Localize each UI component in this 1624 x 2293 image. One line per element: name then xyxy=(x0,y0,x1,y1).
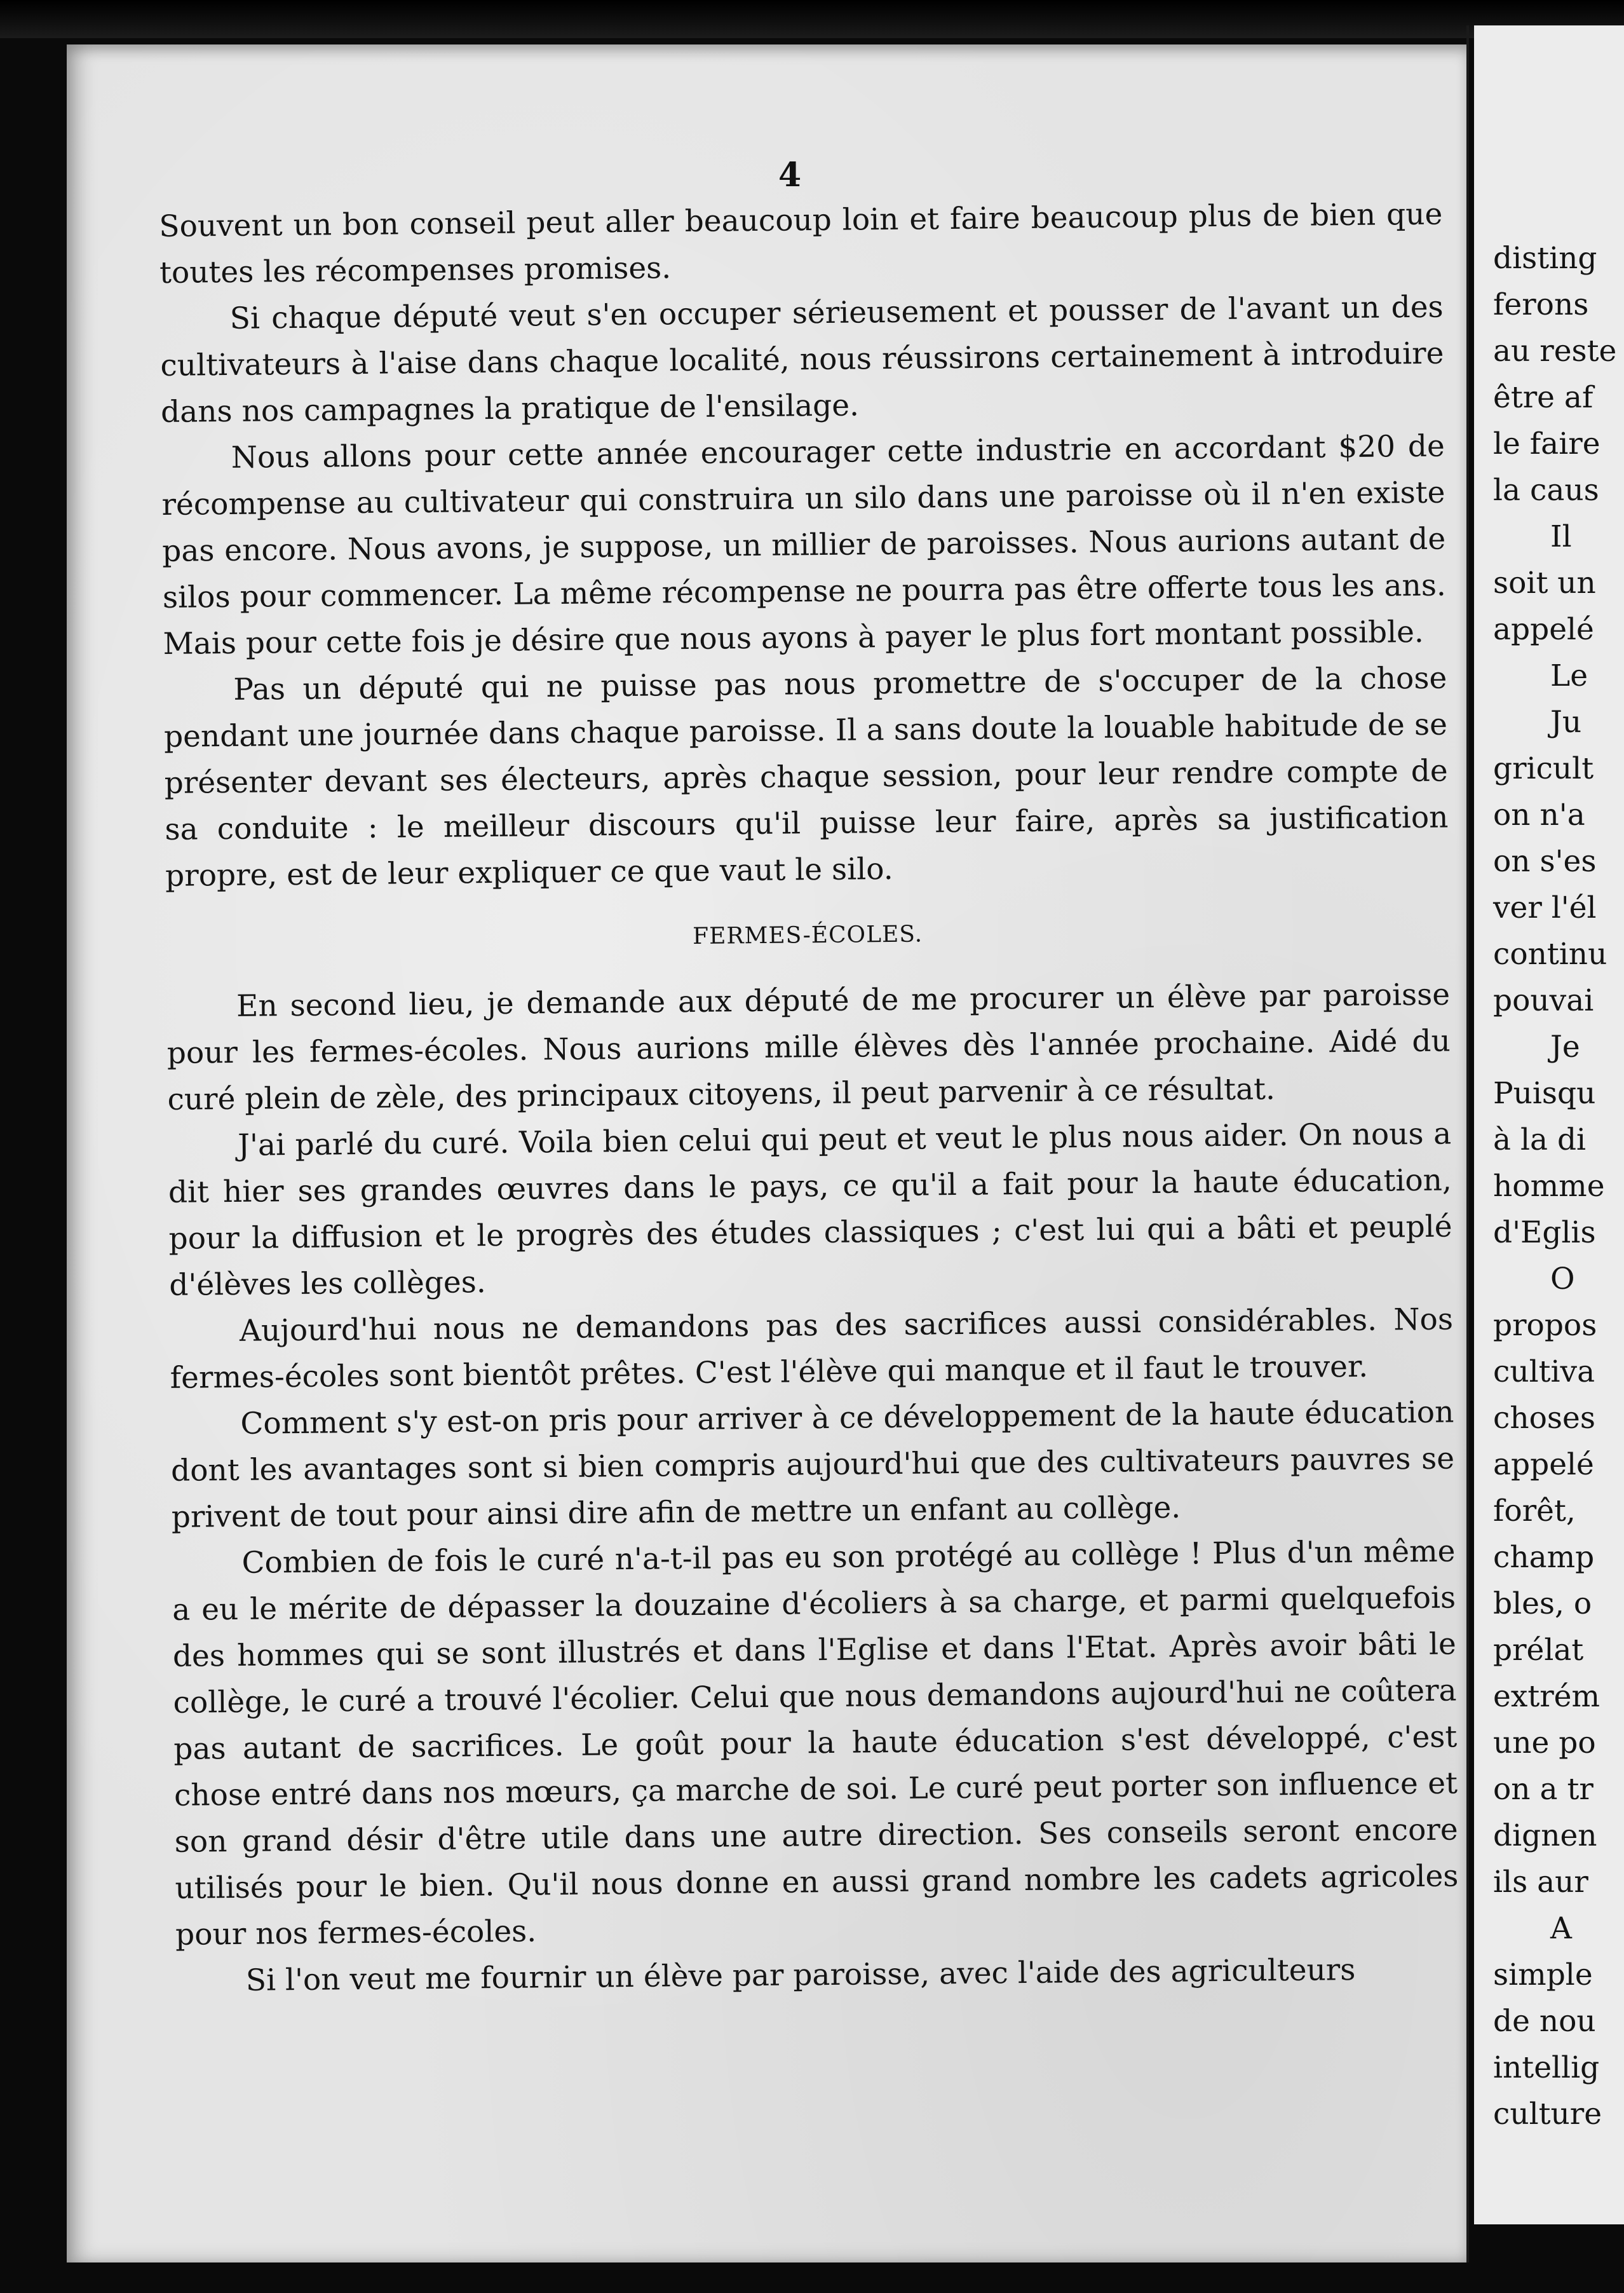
scan-border-top xyxy=(0,0,1624,38)
text-line: on a tr xyxy=(1493,1772,1594,1807)
paragraph: J'ai parlé du curé. Voila bien celui qui peut et veut le plus nous aider. On nous a dit hier ses grandes œuvres dans le pays, ce qu'il a fait pour la haute éducation, pour la diffusion et le progrès des études classiques ; c'est lui qui a bâti et peuplé d'élèves les collèges. xyxy=(168,1116,1452,1303)
text-line: cultiva xyxy=(1493,1354,1595,1389)
text-line: bles, o xyxy=(1493,1586,1592,1621)
text-line: ils aur xyxy=(1493,1865,1588,1900)
text-line: A xyxy=(1550,1911,1572,1946)
paragraph: Combien de fois le curé n'a-t-il pas eu son protégé au collège ! Plus d'un même a eu le mérite de dépasser la douzaine d'écoliers à sa charge, et parmi quelquefois des hommes qui se sont illustrés et dans l'Eglise et dans l'Etat. Après avoir bâti le collège, le curé a trouvé l'écolier. Celui que nous demandons aujourd'hui ne coûtera pas autant de sacrifices. Le goût pour la haute éducation s'est développé, c'est chose entré dans nos mœurs, ça marche de soi. Le curé peut porter son influence et son grand désir d'être utile dans une autre direction. Ses conseils seront encore utilisés pour le bien. Qu'il nous donne en aussi grand nombre les cadets agricoles pour nos fermes-écoles. xyxy=(172,1534,1459,1952)
text-line: ver l'él xyxy=(1493,890,1597,925)
text-line: le faire xyxy=(1493,426,1600,461)
next-page-text xyxy=(1493,235,1624,2137)
text-line: la caus xyxy=(1493,473,1599,508)
text-line: prélat xyxy=(1493,1633,1584,1668)
text-line: pouvai xyxy=(1493,983,1594,1018)
text-line: gricult xyxy=(1493,751,1594,786)
paragraph: Si chaque député veut s'en occuper sérieusement et pousser de l'avant un des cultivateurs à l'aise dans chaque localité, nous réussirons certainement à introduire dans nos campagnes la pratique de l'ensilage. xyxy=(160,289,1444,430)
paragraph: Pas un député qui ne puisse pas nous promettre de s'occuper de la chose pendant une journée dans chaque paroisse. Il a sans doute la louable habitude de se présenter devant ses électeurs, après chaque session, pour leur rendre compte de sa conduite : le meilleur discours qu'il puisse leur faire, après sa justification propre, est de leur expliquer ce que vaut le silo. xyxy=(163,660,1449,894)
text-line: appelé xyxy=(1493,1447,1594,1482)
text-line: soit un xyxy=(1493,566,1596,601)
text-line: dignen xyxy=(1493,1818,1597,1853)
text-line: au reste xyxy=(1493,334,1617,369)
text-line: Je xyxy=(1550,1030,1580,1065)
text-line: Le xyxy=(1550,658,1588,693)
text-line: on s'es xyxy=(1493,844,1597,879)
text-line: Il xyxy=(1550,519,1572,554)
text-line: appelé xyxy=(1493,612,1594,647)
page-body-text xyxy=(159,191,1459,2004)
text-line: O xyxy=(1550,1262,1575,1296)
text-line: on n'a xyxy=(1493,798,1585,833)
text-line: culture xyxy=(1493,2097,1602,2132)
next-page-edge xyxy=(1474,25,1624,2224)
page-gutter xyxy=(1466,25,1469,2262)
text-line: forêt, xyxy=(1493,1494,1576,1528)
text-line: être af xyxy=(1493,380,1594,415)
text-line: Puisqu xyxy=(1493,1076,1596,1111)
paragraph: Si l'on veut me fournir un élève par paroisse, avec l'aide des agriculteurs xyxy=(245,1952,1356,1998)
text-line: à la di xyxy=(1493,1122,1587,1157)
paragraph: Aujourd'hui nous ne demandons pas des sacrifices aussi considérables. Nos fermes-écoles sont bientôt prêtes. C'est l'élève qui manque et il faut le trouver. xyxy=(170,1302,1454,1396)
text-line: continu xyxy=(1493,937,1607,972)
paragraph: Souvent un bon conseil peut aller beaucoup loin et faire beaucoup plus de bien que toutes les récompenses promises. xyxy=(159,196,1443,290)
paragraph: Nous allons pour cette année encourager cette industrie en accordant $20 de récompense au cultivateur qui construira un silo dans une paroisse où il n'en existe pas encore. Nous avons, je suppose, un millier de paroisses. Nous aurions autant de silos pour commencer. La même récompense ne pourra pas être offerte tous les ans. Mais pour cette fois je désire que nous ayons à payer le plus fort montant possible. xyxy=(161,428,1447,662)
page-number: 4 xyxy=(778,156,802,194)
text-line: de nou xyxy=(1493,2004,1596,2039)
text-line: propos xyxy=(1493,1308,1597,1343)
text-line: une po xyxy=(1493,1725,1596,1760)
scan-border-bottom-right xyxy=(1469,2224,1624,2293)
text-line: simple xyxy=(1493,1957,1593,1992)
text-line: champ xyxy=(1493,1540,1595,1575)
text-line: extrém xyxy=(1493,1679,1600,1714)
text-line: ferons xyxy=(1493,287,1589,322)
text-line: Ju xyxy=(1550,705,1582,740)
section-heading: FERMES-ÉCOLES. xyxy=(692,921,923,949)
text-line: d'Eglis xyxy=(1493,1215,1596,1250)
text-line: disting xyxy=(1493,241,1597,276)
paragraph: Comment s'y est-on pris pour arriver à ce développement de la haute éducation dont les avantages sont si bien compris aujourd'hui que des cultivateurs pauvres se privent de tout pour ainsi dire afin de mettre un enfant au collège. xyxy=(170,1394,1455,1535)
paragraph: En second lieu, je demande aux député de me procurer un élève par paroisse pour les fermes-écoles. Nous aurions mille élèves dès l'année prochaine. Aidé du curé plein de zèle, des principaux citoyens, il peut parvenir à ce résultat. xyxy=(166,977,1451,1117)
text-line: intellig xyxy=(1493,2050,1600,2085)
text-line: choses xyxy=(1493,1401,1595,1436)
text-line: homme xyxy=(1493,1169,1605,1204)
